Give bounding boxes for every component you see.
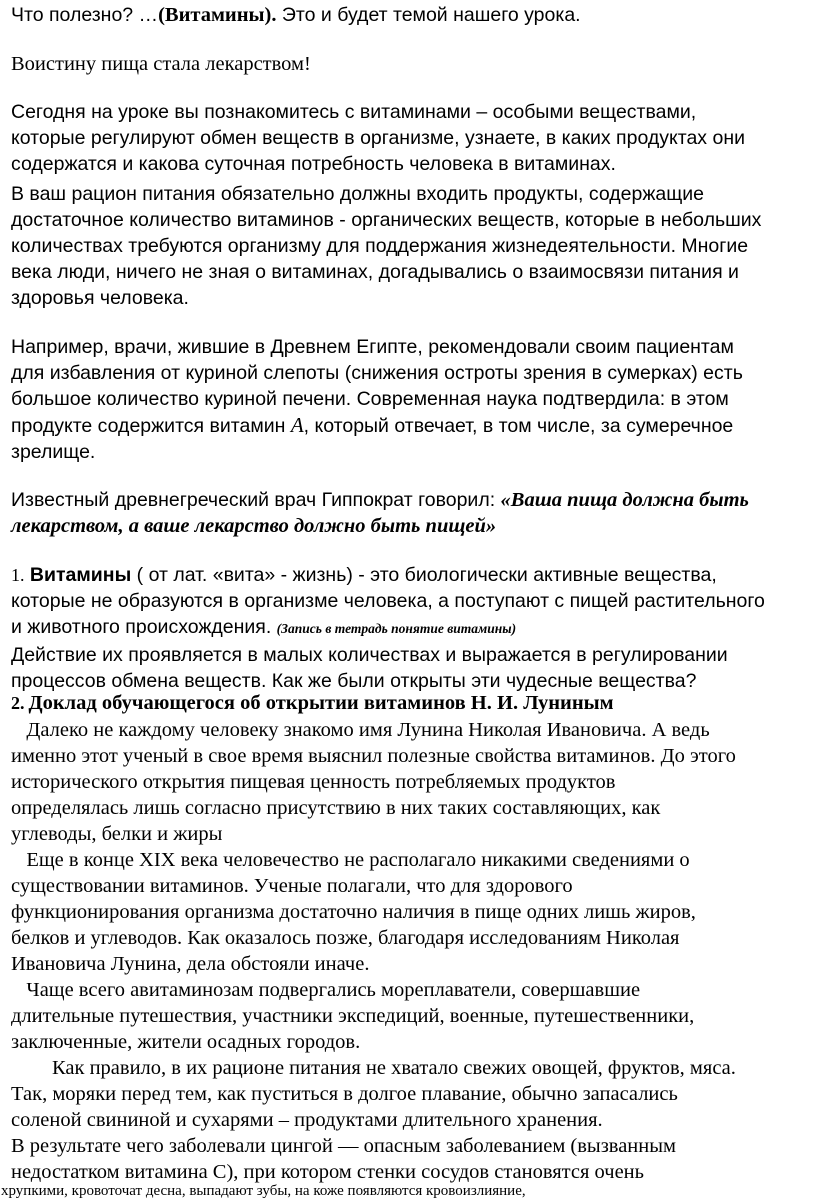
section-1: [11, 562, 765, 694]
text-line: Еще в конце XIX века человечество не располагало никакими сведениями о: [11, 849, 690, 871]
text-line: [11, 614, 765, 642]
text-line: достаточное количество витаминов - органических веществ, которые в небольших: [11, 209, 762, 231]
text-line: содержатся и какова суточная потребность человека в витаминах.: [11, 153, 616, 175]
text-segment: Известный древнегреческий врач Гиппократ говорил:: [11, 489, 501, 511]
term-vitamins: Витамины: [29, 564, 132, 586]
text-line: определялась лишь согласно присутствию в них таких составляющих, как: [11, 797, 661, 819]
text-line: именно этот ученый в свое время выяснил полезные свойства витаминов. До этого: [11, 745, 736, 767]
text-line: заключенные, жители осадных городов.: [11, 1031, 361, 1053]
text-segment: продукте содержится витамин: [11, 415, 291, 437]
hippocrates-paragraph: [11, 487, 749, 539]
text-line: Например, врачи, жившие в Древнем Египте, рекомендовали своим пациентам: [11, 336, 734, 358]
intro-question-line: [11, 2, 581, 28]
text-line: для избавления от куриной слепоты (снижения остроты зрения в сумерках) есть: [11, 362, 743, 384]
intro-paragraph-1: [11, 99, 745, 177]
section-number: 1.: [11, 565, 25, 585]
text-line: [11, 487, 749, 513]
text-line: длительные путешествия, участники экспедиций, военные, путешественники,: [11, 1005, 695, 1027]
hippocrates-quote-cont: лекарством, а ваше лекарство должно быть пищей»: [11, 515, 497, 537]
text-line: зрелище.: [11, 441, 96, 463]
text-line: соленой свининой и сухарями – продуктами длительного хранения.: [11, 1109, 603, 1131]
text-line: [11, 562, 765, 588]
text-line: Сегодня на уроке вы познакомитесь с витаминами – особыми веществами,: [11, 101, 697, 123]
intro-paragraph-2: [11, 181, 761, 311]
text-line: В ваш рацион питания обязательно должны входить продукты, содержащие: [11, 183, 704, 205]
text-line: здоровья человека.: [11, 287, 189, 309]
text-line: [11, 412, 743, 439]
section-2-body: [11, 717, 736, 1185]
text-segment: , который отвечает, в том числе, за сумеречное: [303, 415, 734, 437]
text-segment: ( от лат. «вита» - жизнь) - это биологически активные вещества,: [131, 564, 717, 586]
section-2-title: Доклад обучающегося об открытии витаминов Н. И. Луниным: [28, 692, 614, 714]
text-line: исторического открытия пищевая ценность потребляемых продуктов: [11, 771, 616, 793]
text-line: недостатком витамина С), при котором стенки сосудов становятся очень: [11, 1161, 644, 1183]
text-line: процессов обмена веществ. Как же были открыты эти чудесные вещества?: [11, 670, 697, 692]
notebook-note: (Запись в тетрадь понятие витамины): [276, 621, 517, 636]
section-2-heading: [11, 692, 614, 715]
text-line: большое количество куриной печени. Современная наука подтвердила: в этом: [11, 388, 729, 410]
text-line: белков и углеводов. Как оказалось позже, благодаря исследованиям Николая: [11, 927, 680, 949]
text-line: Так, моряки перед тем, как пуститься в долгое плавание, обычно запасались: [11, 1083, 678, 1105]
text-line: Ивановича Лунина, дела обстояли иначе.: [11, 953, 370, 975]
text-line: века люди, ничего не зная о витаминах, догадывались о взаимосвязи питания и: [11, 261, 739, 283]
text-line: Чаще всего авитаминозам подвергались мореплаватели, совершавшие: [11, 979, 641, 1001]
intro-question-answer: (Витамины).: [158, 4, 277, 26]
vitamin-letter: А: [290, 413, 304, 437]
section-number: 2.: [11, 693, 25, 713]
motto: Воистину пища стала лекарством!: [11, 53, 311, 75]
text-line: В результате чего заболевали цингой — опасным заболеванием (вызванным: [11, 1135, 676, 1157]
intro-paragraph-3: [11, 334, 743, 465]
intro-question-rest: Это и будет темой нашего урока.: [276, 4, 581, 26]
text-line: которые не образуются в организме человека, а поступают с пищей растительного: [11, 590, 765, 612]
text-line-last: хрупкими, кровоточат десна, выпадают зубы, на коже появляются кровоизлияние,: [1, 1183, 526, 1199]
text-line: функционирования организма достаточно наличия в пище одних лишь жиров,: [11, 901, 696, 923]
intro-question: Что полезно? …: [11, 4, 159, 26]
hippocrates-quote: «Ваша пища должна быть: [500, 489, 749, 511]
text-line: существовании витаминов. Ученые полагали, что для здорового: [11, 875, 573, 897]
text-line: углеводы, белки и жиры: [11, 823, 223, 845]
text-line: количествах требуются организму для поддержания жизнедеятельности. Многие: [11, 235, 749, 257]
text-line: Как правило, в их рационе питания не хватало свежих овощей, фруктов, мяса.: [11, 1057, 736, 1079]
text-segment: и животного происхождения.: [11, 616, 277, 638]
text-line: которые регулируют обмен веществ в организме, узнаете, в каких продуктах они: [11, 127, 745, 149]
text-line: Действие их проявляется в малых количествах и выражается в регулировании: [11, 644, 728, 666]
text-line: Далеко не каждому человеку знакомо имя Лунина Николая Ивановича. А ведь: [11, 719, 710, 741]
